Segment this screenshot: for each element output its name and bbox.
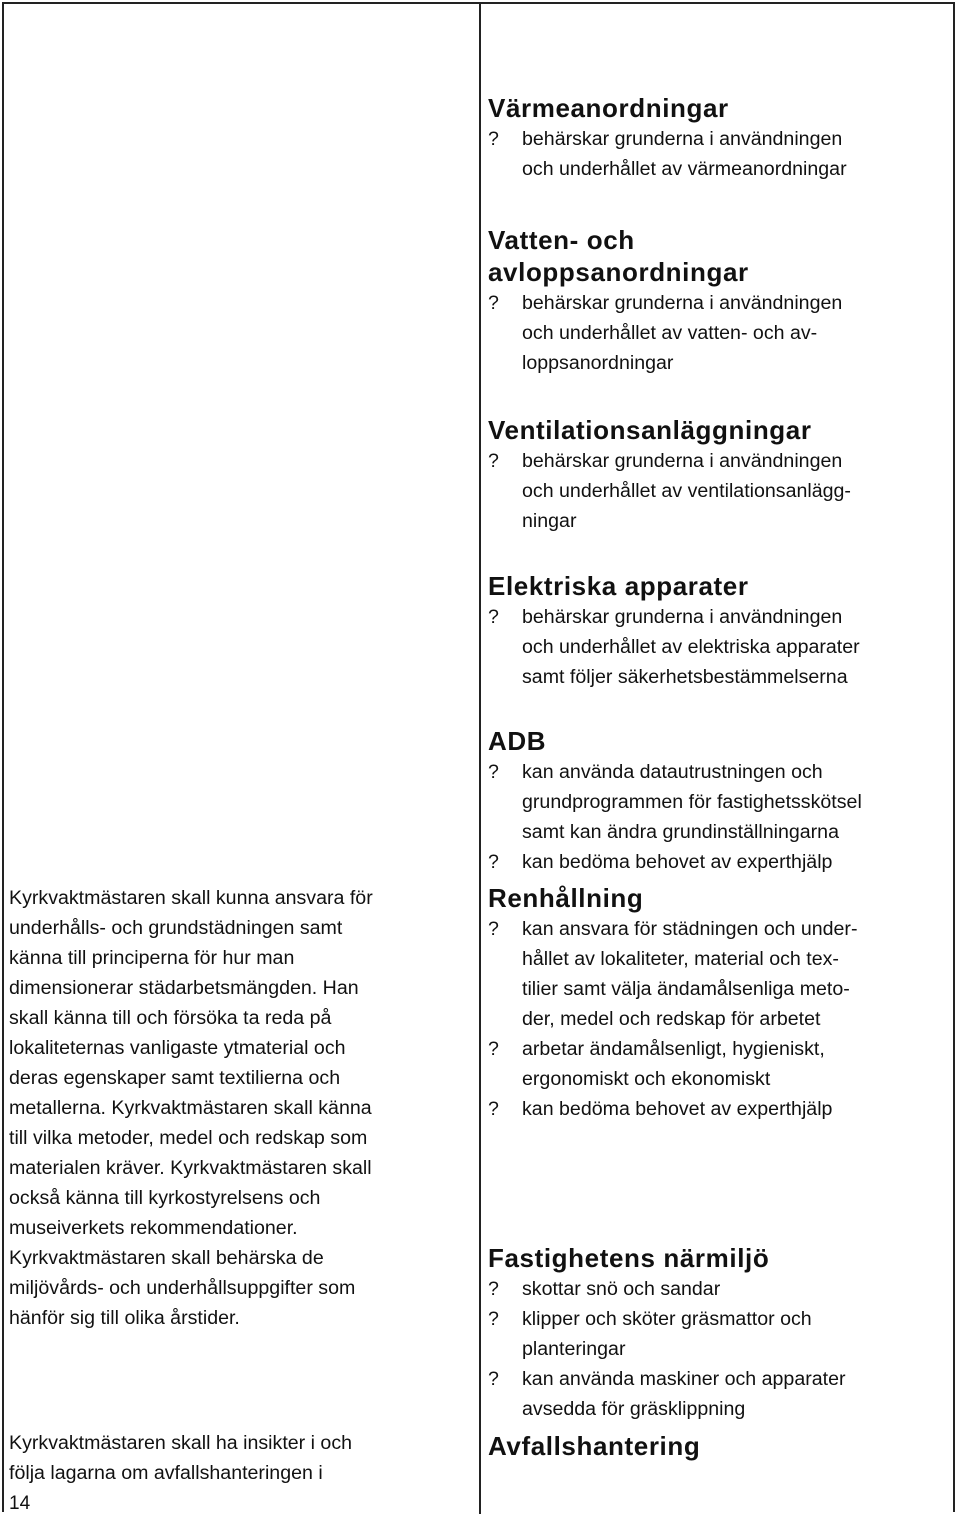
list-item	[488, 1094, 956, 1124]
list-item	[488, 602, 956, 692]
list-item	[488, 124, 956, 184]
text-line: miljövårds- och underhållsuppgifter som	[9, 1277, 356, 1299]
section-heading	[488, 224, 956, 288]
item-text-line: kan ansvara för städningen och under-	[522, 918, 858, 940]
bullet-marker: ?	[488, 761, 499, 783]
text-line: deras egenskaper samt textilierna och	[9, 1067, 341, 1089]
text-line: till vilka metoder, medel och redskap som	[9, 1127, 368, 1149]
section-waste	[488, 1430, 956, 1462]
item-text-line: och underhållet av elektriska apparater	[522, 636, 860, 658]
section-heading	[488, 92, 956, 124]
item-text-line: samt kan ändra grundinställningarna	[522, 821, 839, 843]
bullet-marker: ?	[488, 1098, 499, 1120]
bullet-marker: ?	[488, 1308, 499, 1330]
item-text-line: ningar	[522, 510, 577, 532]
section-heading	[488, 1242, 956, 1274]
bullet-marker: ?	[488, 606, 499, 628]
heading-line: Elektriska apparater	[488, 571, 749, 601]
item-text-line: kan använda datautrustningen och	[522, 761, 823, 783]
bullet-marker: ?	[488, 1038, 499, 1060]
text-line: dimensionerar städarbetsmängden. Han	[9, 977, 359, 999]
list-item	[488, 1364, 956, 1424]
item-text-line: arbetar ändamålsenligt, hygieniskt,	[522, 1038, 825, 1060]
item-text-line: behärskar grunderna i användningen	[522, 606, 843, 628]
text-line: hänför sig till olika årstider.	[9, 1307, 240, 1329]
heading-line: ADB	[488, 726, 547, 756]
text-line: följa lagarna om avfallshanteringen i	[9, 1462, 323, 1484]
section-electrical	[488, 570, 956, 692]
item-text-line: tilier samt välja ändamålsenliga meto-	[522, 978, 850, 1000]
item-text-line: grundprogrammen för fastighetsskötsel	[522, 791, 862, 813]
heading-line: Avfallshantering	[488, 1431, 701, 1461]
item-text-line: behärskar grunderna i användningen	[522, 128, 843, 150]
list-item	[488, 1034, 956, 1094]
list-item	[488, 847, 956, 877]
item-text-line: kan bedöma behovet av experthjälp	[522, 851, 833, 873]
section-ventilation	[488, 414, 956, 536]
text-line: materialen kräver. Kyrkvaktmästaren skall	[9, 1157, 372, 1179]
item-text-line: klipper och sköter gräsmattor och	[522, 1308, 812, 1330]
item-text-line: kan bedöma behovet av experthjälp	[522, 1098, 833, 1120]
heading-line: Ventilationsanläggningar	[488, 415, 812, 445]
bullet-marker: ?	[488, 128, 499, 150]
text-line: underhålls- och grundstädningen samt	[9, 917, 343, 939]
text-line: museiverkets rekommendationer.	[9, 1217, 298, 1239]
item-text-line: kan använda maskiner och apparater	[522, 1368, 846, 1390]
section-adb	[488, 725, 956, 877]
section-heading	[488, 882, 956, 914]
item-text-line: hållet av lokaliteter, material och tex-	[522, 948, 839, 970]
text-line: Kyrkvaktmästaren skall ha insikter i och	[9, 1432, 353, 1454]
bullet-marker: ?	[488, 1368, 499, 1390]
text-line: också känna till kyrkostyrelsens och	[9, 1187, 321, 1209]
description-paragraph	[9, 883, 471, 1333]
heading-line: avloppsanordningar	[488, 257, 749, 287]
list-item	[488, 757, 956, 847]
list-item	[488, 1304, 956, 1364]
list-item	[488, 446, 956, 536]
section-surroundings	[488, 1242, 956, 1424]
text-line: lokaliteternas vanligaste ytmaterial och	[9, 1037, 346, 1059]
bullet-marker: ?	[488, 292, 499, 314]
list-item	[488, 914, 956, 1034]
section-water-sewage	[488, 224, 956, 378]
text-line: Kyrkvaktmästaren skall kunna ansvara för	[9, 887, 373, 909]
text-line: skall känna till och försöka ta reda på	[9, 1007, 332, 1029]
section-cleaning	[488, 882, 956, 1124]
item-text-line: skottar snö och sandar	[522, 1278, 721, 1300]
text-line: Kyrkvaktmästaren skall behärska de	[9, 1247, 324, 1269]
list-item	[488, 288, 956, 378]
item-text-line: och underhållet av ventilationsanlägg-	[522, 480, 851, 502]
heading-line: Vatten- och	[488, 225, 635, 255]
bullet-marker: ?	[488, 450, 499, 472]
section-heading	[488, 414, 956, 446]
waste-paragraph	[9, 1428, 471, 1488]
item-text-line: behärskar grunderna i användningen	[522, 450, 843, 472]
item-text-line: samt följer säkerhetsbestämmelserna	[522, 666, 848, 688]
item-text-line: planteringar	[522, 1338, 626, 1360]
heading-line: Fastighetens närmiljö	[488, 1243, 770, 1273]
item-text-line: avsedda för gräsklippning	[522, 1398, 746, 1420]
heading-line: Renhållning	[488, 883, 644, 913]
heading-line: Värmeanordningar	[488, 93, 729, 123]
text-line: känna till principerna för hur man	[9, 947, 295, 969]
section-heading	[488, 570, 956, 602]
item-text-line: och underhållet av värmeanordningar	[522, 158, 847, 180]
bullet-marker: ?	[488, 851, 499, 873]
section-heating	[488, 92, 956, 184]
item-text-line: och underhållet av vatten- och av-	[522, 322, 818, 344]
item-text-line: ergonomiskt och ekonomiskt	[522, 1068, 771, 1090]
page-number: 14	[9, 1493, 31, 1514]
text-line: metallerna. Kyrkvaktmästaren skall känna	[9, 1097, 372, 1119]
list-item	[488, 1274, 956, 1304]
item-text-line: der, medel och redskap för arbetet	[522, 1008, 821, 1030]
item-text-line: behärskar grunderna i användningen	[522, 292, 843, 314]
item-text-line: loppsanordningar	[522, 352, 674, 374]
section-heading	[488, 725, 956, 757]
bullet-marker: ?	[488, 1278, 499, 1300]
section-heading	[488, 1430, 956, 1462]
bullet-marker: ?	[488, 918, 499, 940]
column-divider	[479, 2, 481, 1514]
